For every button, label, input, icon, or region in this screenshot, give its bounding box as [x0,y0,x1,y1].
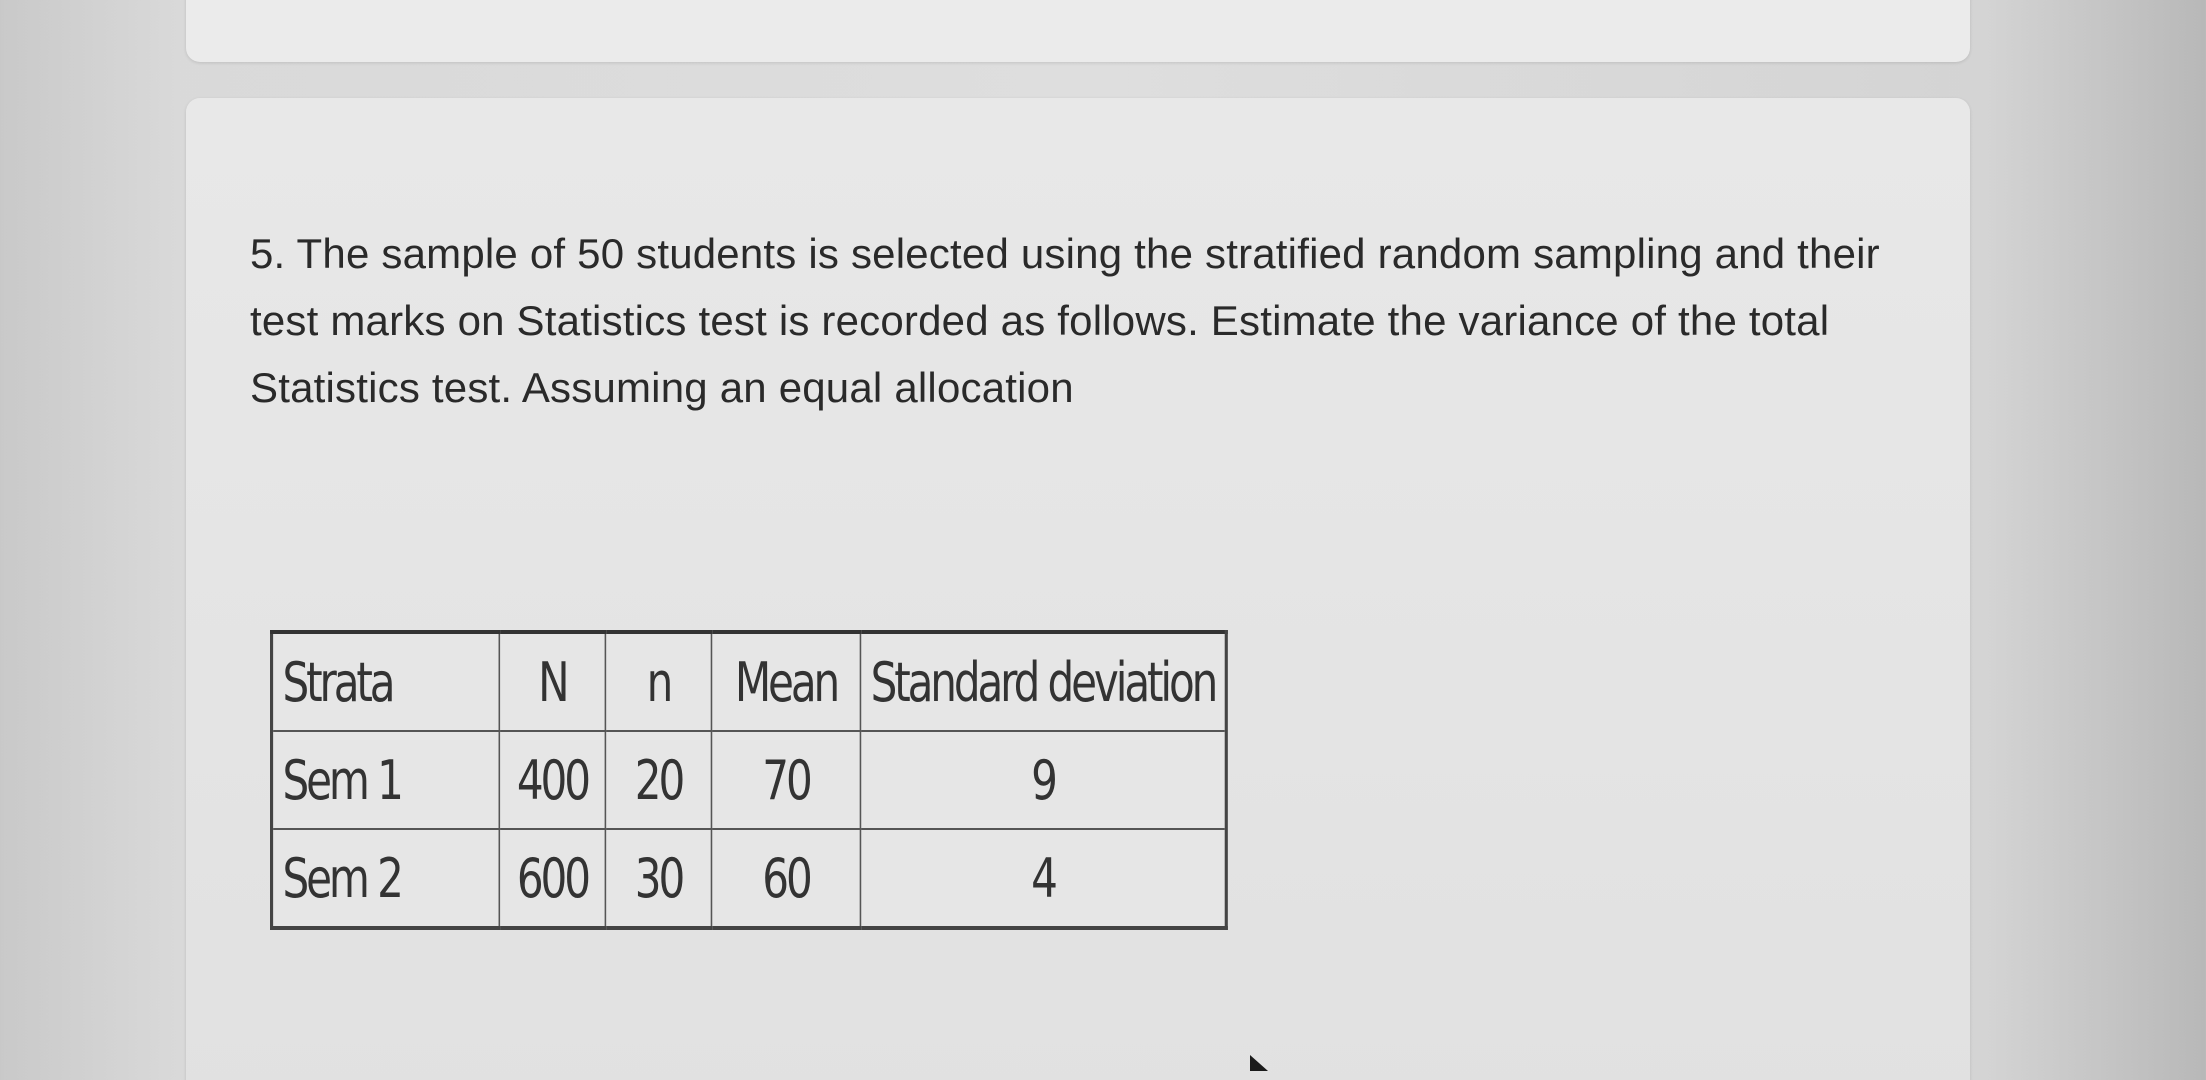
strata-table [270,630,1228,930]
question-text: 5. The sample of 50 students is selected using the stratified random sampling and their test marks on Statistics test is recorded as follows. Estimate the variance of the total Statistics test. Assuming an equal allocation [250,230,1880,411]
cell-strata: Sem 1 [272,731,500,829]
cell-standard-deviation: 4 [860,829,1226,928]
cell-mean: 60 [711,829,860,928]
previous-question-card [186,0,1970,62]
table-row [272,829,1227,928]
cell-sample-size: 20 [605,731,711,829]
header-mean: Mean [711,632,860,731]
header-population-size: N [499,632,605,731]
cell-sample-size: 30 [605,829,711,928]
table-row [272,731,1227,829]
header-standard-deviation: Standard deviation [860,632,1226,731]
mouse-cursor-icon [1250,1055,1268,1071]
header-sample-size: n [605,632,711,731]
cell-strata: Sem 2 [272,829,500,928]
header-strata: Strata [272,632,500,731]
cell-population-size: 400 [499,731,605,829]
cell-population-size: 600 [499,829,605,928]
cell-standard-deviation: 9 [860,731,1226,829]
cell-mean: 70 [711,731,860,829]
table-header-row [272,632,1227,731]
